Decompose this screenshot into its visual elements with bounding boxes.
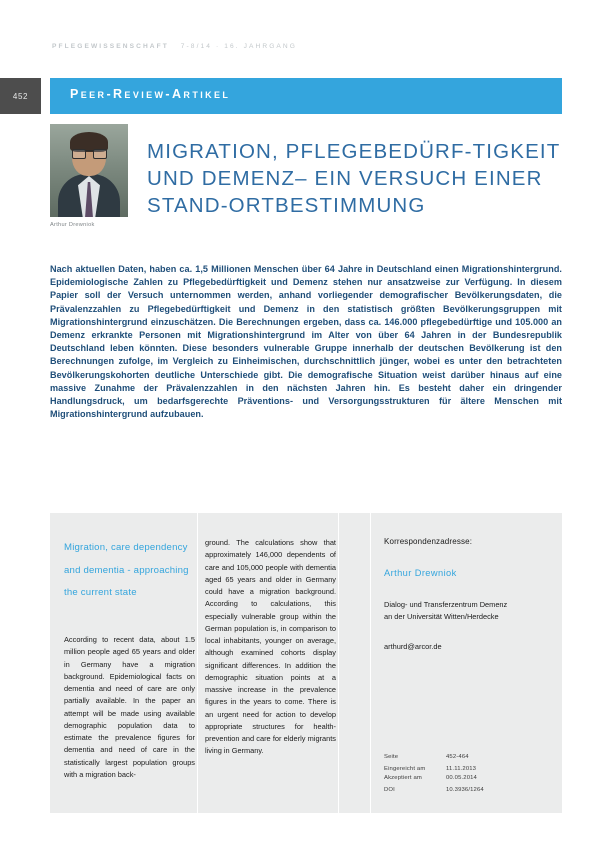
author-photo-caption: Arthur Drewniok [50,222,95,228]
correspondence-label: Korrespondenzadresse: [384,537,473,546]
meta-doi-label: DOI [384,787,395,794]
column-rule-3 [370,513,371,813]
correspondence-affiliation [384,599,548,622]
correspondence-affiliation-line-1: Dialog- und Transferzentrum Demenz [384,600,508,609]
meta-pages-value: 452-464 [446,754,469,760]
meta-row-pages [384,753,554,762]
banner-label: Peer-Review-Artikel [70,87,231,101]
page-title: MIGRATION, PFLEGEBEDÜRF-TIGKEIT UND DEMENZ– EIN VERSUCH EINER STAND-ORTBESTIMMUNG [147,139,561,217]
portrait-glasses-left [72,149,86,159]
column-rule-1 [197,513,198,813]
meta-submitted-value: 11.11.2013 [446,766,477,773]
meta-doi-value: 10.3936/1264 [446,787,484,794]
correspondence-email[interactable]: arthurd@arcor.de [384,642,442,651]
portrait-glasses-right [93,149,107,159]
running-head-issue: 7-8/14 · 16. JAHRGANG [180,43,298,50]
page-number-tab [0,78,41,114]
abstract-english-column-2: ground. The calculations show that approximately 146,000 dependents of care and 105,000 people with dementia aged 65 years and older in Germany could have a migration background. According to calculations, this especially vulnerable group within the German population is, in comparison to local inhabitants, younger on average, although examined cohorts display significant differences. In addition the demographic situation points at a massive increase in the prevalence figures in the years to come. There is an urgent need for action to develop appropriate structures for health-prevention and care for elderly migrants living in Germany. [205,538,336,756]
author-portrait [50,124,128,217]
running-head [52,43,297,50]
meta-accepted-label: Akzeptiert am [384,775,422,782]
correspondence-name: Arthur Drewniok [384,568,457,578]
abstract-english-column-1: According to recent data, about 1.5 million people aged 65 years and older in Germany have a migration background. Epidemiological facts on dementia and need of care are only partially available. In the paper an attempt will be made using available demographic population data to estimate the prevalence figures for dementia and need of care in the statistically largest population groups with a migration back- [64,635,195,779]
correspondence-affiliation-line-2: an der Universität Witten/Herdecke [384,611,499,621]
running-head-journal: PFLEGEWISSENSCHAFT [52,43,169,50]
correspondence-block [384,537,548,651]
meta-row-accepted [384,774,554,783]
meta-pages-label: Seite [384,754,399,760]
meta-submitted-label: Eingereicht am [384,766,426,773]
meta-accepted-value: 00.05.2014 [446,775,477,782]
meta-row-doi [384,786,554,795]
abstract-english-heading: Migration, care dependency and dementia - approaching the current state [64,542,189,598]
peer-review-banner [50,78,562,114]
publication-meta [384,753,554,795]
column-rule-2 [338,513,339,813]
page-number: 452 [12,91,29,101]
meta-row-submitted [384,765,554,774]
abstract-box [50,513,562,813]
abstract-german: Nach aktuellen Daten, haben ca. 1,5 Millionen Menschen über 64 Jahre in Deutschland einen Migrationshintergrund. Epidemiologische Zahlen zu Pflegebedürftigkeit und Demenz stehen nur ansatzweise zur Verfügung. In diesem Papier soll der Versuch unternommen werden, anhand vorliegender demografischer Bevölkerungsdaten, die Prävalenzzahlen zu Pflegebedürftigkeit und Demenz in den statistisch größten Bevölkerungsgruppen mit Migrationshintergrund einzuschätzen. Die Berechnungen ergeben, dass ca. 146.000 pflegebedürftige und 105.000 an Demenz erkrankte Personen mit Migrationshintergrund im Alter von über 64 Jahren in der Bundesrepublik Deutschland leben könnten. Diese besonders vulnerable Gruppe innerhalb der deutschen Bevölkerung ist den Berechnungen zufolge, im Vergleich zu Einheimischen, durchschnittlich jünger, wobei es unter den betrachteten Bevölkerungskohorten deutliche Unterschiede gibt. Die demografische Situation weist darüber hinaus auf eine massive Zunahme der Prävalenzzahlen in den nächsten Jahren hin. Es besteht daher ein dringender Handlungsdruck, um bedarfsgerechte Präventions- und Versorgungsstrukturen für ältere Menschen mit Migrationshintergrund aufzubauen. [50,264,562,420]
